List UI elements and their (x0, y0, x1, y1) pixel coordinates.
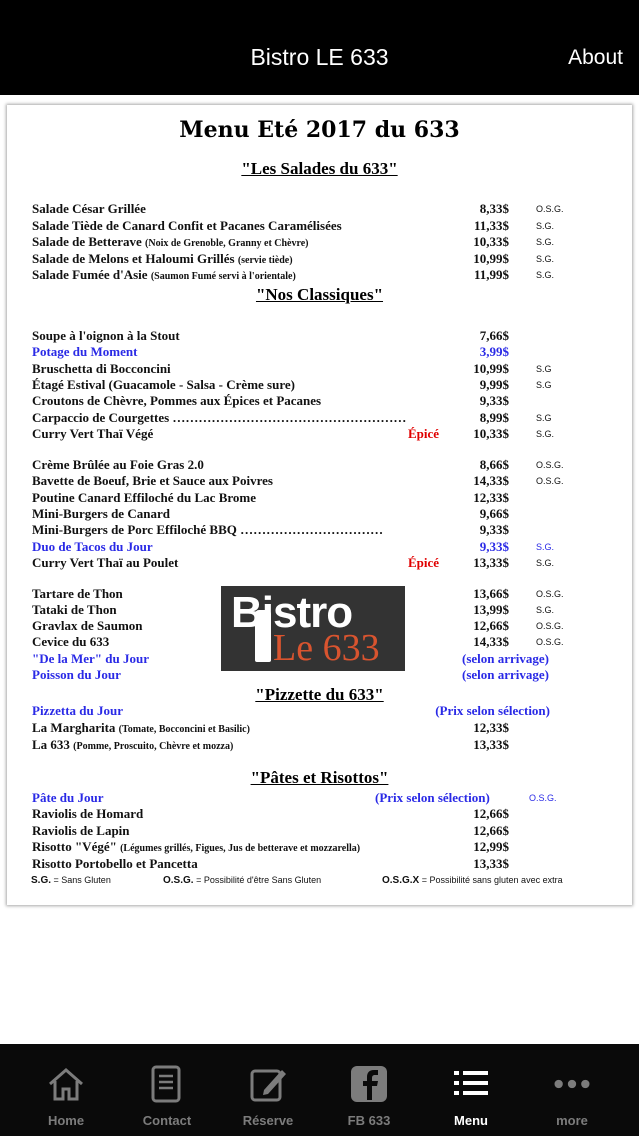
item-name-group (32, 823, 130, 839)
item-gluten-note: O.S.G. (536, 460, 564, 470)
item-price: 10,99$ (473, 360, 509, 376)
item-gluten-note: O.S.G. (529, 793, 557, 803)
prix-selon-selection: (Prix selon sélection) (435, 703, 550, 718)
bistro-logo (221, 586, 405, 671)
item-name: Crème Brûlée au Foie Gras 2.0 (32, 457, 204, 472)
tab-bar (0, 1044, 639, 1136)
item-price: 12,66$ (473, 618, 509, 633)
edit-icon (248, 1064, 288, 1104)
menu-item-row (7, 251, 632, 266)
item-name: La 633 (32, 736, 70, 752)
menu-title: Menu Eté 2017 du 633 (179, 117, 460, 143)
item-price: 10,33$ (473, 234, 509, 249)
menu-item-row (7, 522, 632, 537)
item-price: 8,33$ (479, 201, 509, 216)
section-salades-title: "Les Salades du 633" (241, 159, 398, 178)
spicy-label: Épicé (407, 425, 439, 441)
item-price: 12,33$ (473, 720, 509, 735)
menu-item-row (7, 823, 632, 838)
item-name: Raviolis de Homard (32, 806, 144, 821)
menu-item-row (7, 737, 632, 752)
spicy-label: Épicé (407, 554, 439, 570)
menu-item-row (7, 856, 632, 871)
item-gluten-note: S.G. (536, 541, 555, 552)
menu-item-row (7, 410, 632, 425)
menu-item-row (7, 377, 632, 392)
menu-item-row (7, 720, 632, 735)
tab-reserve[interactable] (218, 1044, 318, 1136)
item-price: 13,99$ (473, 602, 509, 617)
menu-item-row (7, 344, 632, 359)
item-name-group (32, 806, 143, 822)
item-price: 13,33$ (473, 554, 509, 570)
item-price: 7,66$ (479, 328, 509, 343)
tab-label: more (556, 1113, 588, 1128)
item-name: Salade de Melons et Haloumi Grillés (32, 250, 235, 266)
menu-card (7, 105, 632, 905)
item-price: 9,66$ (479, 505, 509, 521)
item-price: 8,66$ (479, 457, 509, 472)
menu-item-row (7, 473, 632, 488)
item-gluten-note: O.S.G. (536, 589, 564, 599)
logo-line2: Le 633 (273, 627, 380, 669)
menu-item-row (7, 267, 632, 282)
item-price: 12,33$ (473, 489, 509, 505)
item-name: Gravlax de Saumon (32, 618, 143, 633)
item-name: Soupe à l'oignon à la Stout (32, 328, 180, 343)
item-detail: (Pomme, Proscuito, Chèvre et mozza) (73, 740, 234, 752)
item-detail: (Légumes grillés, Figues, Jus de betterave et mozzarella) (120, 843, 361, 854)
menu-item-row (7, 490, 632, 505)
item-name: Cevice du 633 (32, 634, 110, 649)
menu-item-row (7, 393, 632, 408)
legend-abbr: O.S.G. (163, 875, 194, 886)
item-price: 14,33$ (473, 473, 509, 489)
navigation-bar (0, 0, 639, 95)
item-detail: (servie tiède) (237, 254, 293, 266)
item-gluten-note: S.G. (536, 237, 555, 247)
item-gluten-note: O.S.G. (536, 621, 564, 631)
legend-text: = Sans Gluten (53, 875, 111, 885)
tab-label: FB 633 (347, 1113, 391, 1128)
item-gluten-note: S.G. (536, 557, 555, 568)
item-price: 9,33$ (479, 522, 509, 538)
legend-osgx (382, 875, 563, 886)
menu-item-row (7, 218, 632, 233)
item-name: Mini-Burgers de Canard (32, 505, 170, 521)
section-pizzette-title: "Pizzette du 633" (255, 685, 384, 704)
item-name-group (32, 856, 198, 872)
item-price: 8,99$ (479, 409, 509, 425)
item-price: 9,33$ (479, 538, 509, 554)
item-name: Curry Vert Thaï au Poulet (32, 554, 179, 570)
menu-item-row (7, 506, 632, 521)
about-button[interactable]: About (568, 46, 623, 69)
item-name: Tartare de Thon (32, 586, 123, 601)
section-pates-title: "Pâtes et Risottos" (250, 768, 389, 787)
legend-abbr: O.S.G.X (382, 875, 420, 886)
item-name: Mini-Burgers de Porc Effiloché BBQ …………………………… (32, 522, 384, 538)
item-price: 9,33$ (479, 393, 509, 409)
item-name: Curry Vert Thaï Végé (32, 425, 154, 441)
tab-label: Menu (454, 1113, 488, 1128)
item-gluten-note: S.G. (536, 428, 555, 439)
tab-fb633[interactable] (319, 1044, 419, 1136)
item-name: Duo de Tacos du Jour (32, 538, 153, 554)
item-gluten-note: O.S.G. (536, 204, 564, 214)
item-detail: (Saumon Fumé servi à l'orientale) (150, 271, 296, 282)
item-gluten-note: S.G. (536, 605, 555, 615)
item-detail: (Tomate, Bocconcini et Basilic) (118, 724, 250, 735)
item-price: 11,99$ (473, 267, 509, 282)
item-name: Poutine Canard Effiloché du Lac Brome (32, 489, 257, 505)
section-classiques-title: "Nos Classiques" (255, 285, 384, 304)
item-name: Croutons de Chèvre, Pommes aux Épices et Pacanes (32, 393, 322, 409)
item-name-group (32, 720, 250, 736)
item-gluten-note: S.G (536, 379, 552, 390)
app-title: Bistro LE 633 (250, 44, 389, 70)
item-gluten-note: S.G (536, 363, 552, 374)
item-price: 3,99$ (479, 344, 509, 360)
tab-home[interactable] (16, 1044, 116, 1136)
tab-label: Home (47, 1113, 85, 1128)
item-gluten-note: S.G. (536, 270, 555, 280)
item-price: 12,99$ (473, 839, 509, 854)
item-price: 11,33$ (473, 217, 509, 233)
item-name: Carpaccio de Courgettes ……………………………………………… (32, 409, 407, 425)
selon-arrivage: (selon arrivage) (461, 651, 549, 666)
item-name: Pâte du Jour (32, 790, 104, 805)
item-name: "De la Mer" du Jour (32, 651, 149, 666)
prix-selon-selection: (Prix selon sélection) (375, 790, 490, 805)
item-name: Tataki de Thon (32, 602, 117, 617)
item-price: 12,66$ (473, 806, 509, 821)
item-name: Bavette de Boeuf, Brie et Sauce aux Poivres (32, 473, 273, 489)
menu-item-row (7, 839, 632, 854)
item-price: 13,33$ (473, 855, 509, 871)
menu-item-row (7, 426, 632, 441)
item-name: Étagé Estival (Guacamole - Salsa - Crème sure) (32, 376, 295, 392)
item-gluten-note: S.G. (536, 253, 555, 264)
item-name-group (32, 839, 360, 855)
menu-item-row (7, 234, 632, 249)
tab-label: Réserve (242, 1113, 294, 1128)
item-name-group (32, 737, 233, 753)
more-icon (552, 1064, 592, 1104)
tab-menu[interactable] (421, 1044, 521, 1136)
tab-more[interactable] (522, 1044, 622, 1136)
item-name-group (32, 234, 309, 250)
item-name-group (32, 251, 293, 267)
menu-item-row (7, 539, 632, 554)
item-name: Poisson du Jour (32, 667, 121, 682)
list-icon (451, 1064, 491, 1104)
tab-label: Contact (142, 1113, 192, 1128)
item-name: Risotto Portobello et Pancetta (32, 855, 198, 871)
item-name: Risotto "Végé" (32, 839, 117, 854)
legend-abbr: S.G. (31, 875, 52, 886)
item-name: La Margharita (32, 720, 116, 735)
legend-osg (163, 875, 321, 886)
menu-item-row (7, 790, 632, 805)
item-name: Pizzetta du Jour (32, 703, 123, 718)
item-gluten-note: S.G. (536, 220, 555, 231)
menu-item-row (7, 703, 632, 718)
menu-item-row (7, 361, 632, 376)
item-name-group (32, 218, 342, 234)
item-price: 12,66$ (473, 822, 509, 838)
menu-item-row (7, 328, 632, 343)
item-name: Salade Fumée d'Asie (32, 267, 148, 282)
item-price: 13,33$ (473, 736, 509, 752)
item-name: Potage du Moment (32, 344, 138, 360)
logo-line1: Bistro (231, 588, 353, 637)
item-gluten-note: O.S.G. (536, 637, 564, 647)
contact-icon (147, 1064, 187, 1104)
item-name: Raviolis de Lapin (32, 822, 130, 838)
item-name: Salade de Betterave (32, 234, 142, 249)
item-gluten-note: O.S.G. (536, 476, 564, 487)
item-name: Salade César Grillée (32, 201, 146, 216)
item-detail: (Noix de Grenoble, Granny et Chèvre) (145, 238, 309, 249)
selon-arrivage: (selon arrivage) (461, 667, 549, 682)
item-price: 10,99$ (473, 250, 509, 266)
item-name-group (32, 201, 146, 217)
item-name-group (32, 267, 296, 283)
facebook-icon (349, 1064, 389, 1104)
menu-item-row (7, 201, 632, 216)
item-price: 13,66$ (473, 586, 509, 601)
item-name: Bruschetta di Bocconcini (32, 360, 171, 376)
legend-sg (31, 875, 111, 886)
item-price: 10,33$ (473, 425, 509, 441)
item-gluten-note: S.G (536, 412, 552, 423)
legend-text: = Possibilité d'être Sans Gluten (196, 875, 322, 885)
home-icon (46, 1064, 86, 1104)
menu-item-row (7, 457, 632, 472)
legend-text: = Possibilité sans gluten avec extra (421, 875, 563, 885)
tab-contact[interactable] (117, 1044, 217, 1136)
menu-item-row (7, 806, 632, 821)
item-name: Salade Tiède de Canard Confit et Pacanes Caramélisées (32, 217, 342, 233)
item-price: 14,33$ (473, 634, 509, 649)
menu-item-row (7, 555, 632, 570)
item-price: 9,99$ (479, 376, 509, 392)
